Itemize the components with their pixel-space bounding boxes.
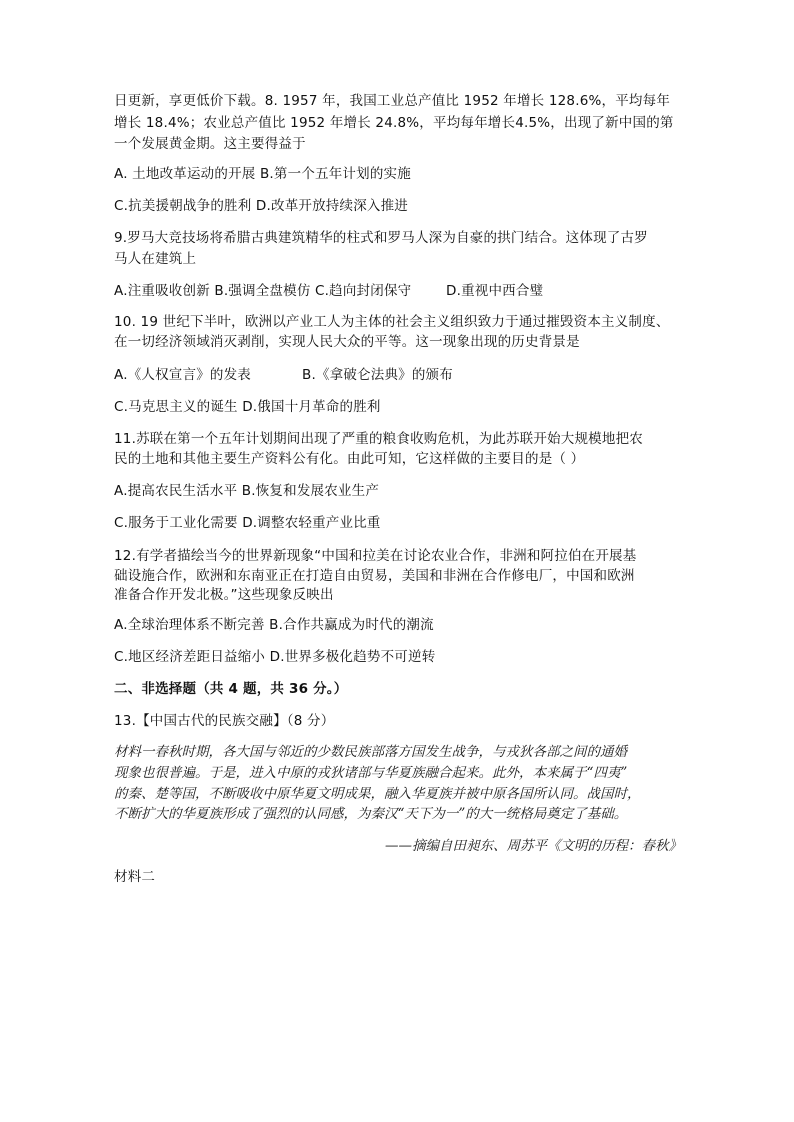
q12-options-cd: C.地区经济差距日益缩小 D.世界多极化趋势不可逆转: [114, 649, 436, 665]
q9-option-d: D.重视中西合璧: [446, 283, 544, 299]
q10-line-1: 10. 19 世纪下半叶，欧洲以产业工人为主体的社会主义组织致力于通过摧毁资本主义制度、: [114, 314, 670, 330]
q9-options-abc: A.注重吸收创新 B.强调全盘模仿 C.趋向封闭保守: [114, 283, 412, 299]
q12-line-3: 准备合作开发北极。”这些现象反映出: [114, 587, 334, 603]
q11-line-2: 民的土地和其他主要生产资料公有化。由此可知，它这样做的主要目的是（ ）: [114, 451, 585, 467]
q9-line-1: 9.罗马大竞技场将希腊古典建筑精华的柱式和罗马人深为自豪的拱门结合。这体现了古罗: [114, 230, 648, 246]
q8-line-2: 增长 18.4%；农业总产值比 1952 年增长 24.8%，平均每年增长4.5%，出现了新中国的第: [114, 115, 674, 131]
q11-options-cd: C.服务于工业化需要 D.调整农轻重产业比重: [114, 515, 381, 531]
q8-options-ab: A. 土地改革运动的开展 B.第一个五年计划的实施: [114, 166, 411, 182]
q10-options-cd: C.马克思主义的诞生 D.俄国十月革命的胜利: [114, 399, 381, 415]
q12-options-ab: A.全球治理体系不断完善 B.合作共赢成为时代的潮流: [114, 617, 434, 633]
q9-line-2: 马人在建筑上: [114, 251, 197, 267]
q8-line-1: 日更新，享更低价下载。8. 1957 年，我国工业总产值比 1952 年增长 128.6%，平均每年: [114, 93, 671, 109]
q12-line-2: 础设施合作，欧洲和东南亚正在打造自由贸易，美国和非洲在合作修电厂，中国和欧洲: [114, 568, 635, 584]
q10-option-a: A.《人权宣言》的发表: [114, 367, 251, 383]
q10-line-2: 在一切经济领域消灭剥削，实现人民大众的平等。这一现象出现的历史背景是: [114, 334, 580, 350]
material-1-line-2: 现象也很普遍。于是，进入中原的戎狄诸部与华夏族融合起来。此外，本来属于“四夷”: [114, 765, 628, 781]
section-heading: 二、非选择题（共 4 题，共 36 分。）: [114, 681, 348, 697]
q11-line-1: 11.苏联在第一个五年计划期间出现了严重的粮食收购危机，为此苏联开始大规模地把农: [114, 431, 643, 447]
material-2-label: 材料二: [114, 869, 156, 885]
q12-line-1: 12.有学者描绘当今的世界新现象“中国和拉美在讨论农业合作，非洲和阿拉伯在开展基: [114, 548, 637, 564]
material-1-line-3: 的秦、楚等国，不断吸收中原华夏文明成果，融入华夏族并被中原各国所认同。战国时，: [114, 786, 641, 802]
q10-option-b: B.《拿破仑法典》的颁布: [302, 367, 453, 383]
material-1-line-4: 不断扩大的华夏族形成了强烈的认同感，为秦汉“天下为一”的大一统格局奠定了基础。: [114, 806, 628, 822]
q13-title: 13.【中国古代的民族交融】（8 分）: [114, 713, 335, 729]
q8-line-3: 一个发展黄金期。这主要得益于: [114, 136, 306, 152]
q8-options-cd: C.抗美援朝战争的胜利 D.改革开放持续深入推进: [114, 198, 408, 214]
material-1-line-1: 材料一春秋时期，各大国与邻近的少数民族部落方国发生战争，与戎狄各部之间的通婚: [114, 744, 627, 760]
q11-options-ab: A.提高农民生活水平 B.恢复和发展农业生产: [114, 483, 380, 499]
material-1-source: ——摘编自田昶东、周苏平《文明的历程：春秋》: [385, 838, 682, 854]
